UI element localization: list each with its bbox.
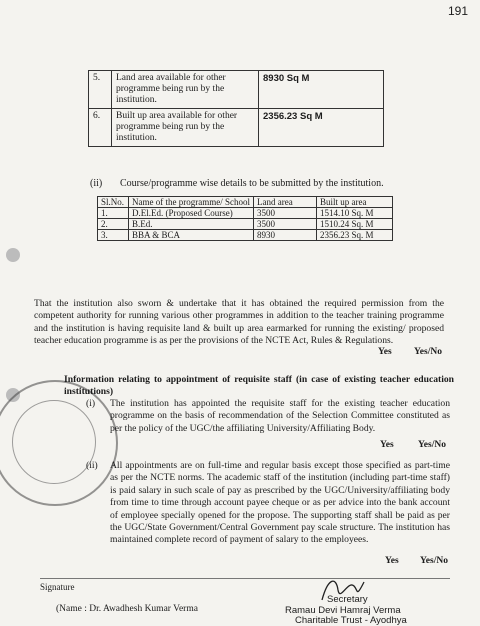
column-header: Sl.No. <box>98 197 129 208</box>
notary-stamp <box>0 380 118 506</box>
yes-mark: Yes <box>380 440 394 450</box>
staff-item-1: The institution has appointed the requisite staff for the existing teacher education programme on the basis of recommendation of the Selection Committee constituted as per the policy of the UGC/the affiliating University/Affiliating Body. <box>110 398 450 434</box>
yes-no-option: Yes/No <box>414 347 442 357</box>
row-value: 8930 Sq M <box>259 71 384 109</box>
signatory-name: (Name : Dr. Awadhesh Kumar Verma <box>56 604 198 614</box>
yes-mark: Yes <box>378 347 392 357</box>
table-cell: 1514.10 Sq. M <box>317 208 393 219</box>
yes-no-option: Yes/No <box>418 440 446 450</box>
table-cell: 2. <box>98 219 129 230</box>
organization-name: Ramau Devi Hamraj Verma <box>285 605 401 616</box>
column-header: Land area <box>254 197 317 208</box>
declaration-paragraph: That the institution also sworn & undertake that it has obtained the required permission from the competent authority for running various other programmes in addition to the teacher training programme and the institution is having requisite land & built up area earmarked for running the existing/ proposed teacher education programme is as per the provisions of the NCTE Act, Rules & Regulations. <box>34 298 444 347</box>
table-cell: 3500 <box>254 208 317 219</box>
table-cell: 1. <box>98 208 129 219</box>
section-heading: Course/programme wise details to be submitted by the institution. <box>120 178 384 189</box>
item-marker: (i) <box>86 398 96 409</box>
yes-no-option: Yes/No <box>420 556 448 566</box>
area-table <box>88 70 384 147</box>
section-marker: (ii) <box>90 178 103 189</box>
table-cell: 8930 <box>254 230 317 241</box>
table-cell: D.El.Ed. (Proposed Course) <box>129 208 254 219</box>
programme-table <box>97 196 393 241</box>
table-header-row <box>98 197 393 208</box>
secretary-title: Secretary <box>327 594 368 605</box>
table-cell: 3. <box>98 230 129 241</box>
yes-mark: Yes <box>385 556 399 566</box>
signature-label: Signature <box>40 582 75 592</box>
row-label: Land area available for other programme being run by the institution. <box>112 71 259 109</box>
column-header: Name of the programme/ School <box>129 197 254 208</box>
row-label: Built up area available for other programme being run by the institution. <box>112 109 259 147</box>
staff-section-heading: Information relating to appointment of requisite staff (in case of existing teacher education institutions) <box>64 374 454 398</box>
table-cell: 2356.23 Sq. M <box>317 230 393 241</box>
staff-item-2: All appointments are on full-time and regular basis except those specified as part-time as per the NCTE norms. The academic staff of the institution (including part-time staff) is paid salary in such scale of pay as prescribed by the UGC/University/affiliating body from time to time through account payee cheque or as per advice into the bank account of employee specially opened for the propose. The supporting staff shall be paid as per the UGC/State Government/Central Government pay scale structure. The institution has maintained complete record of payment of salary to the employees. <box>110 460 450 546</box>
table-row <box>89 109 384 147</box>
table-row <box>98 219 393 230</box>
table-row <box>98 208 393 219</box>
punch-hole <box>6 248 20 262</box>
table-row <box>98 230 393 241</box>
table-cell: 1510.24 Sq. M <box>317 219 393 230</box>
footer-divider <box>40 578 450 579</box>
organization-location: Charitable Trust - Ayodhya <box>295 615 407 626</box>
table-cell: 3500 <box>254 219 317 230</box>
row-number: 5. <box>89 71 112 109</box>
row-value: 2356.23 Sq M <box>259 109 384 147</box>
page-number: 191 <box>447 4 468 18</box>
item-marker: (ii) <box>86 460 98 471</box>
row-number: 6. <box>89 109 112 147</box>
table-cell: BBA & BCA <box>129 230 254 241</box>
column-header: Built up area <box>317 197 393 208</box>
table-row <box>89 71 384 109</box>
table-cell: B.Ed. <box>129 219 254 230</box>
